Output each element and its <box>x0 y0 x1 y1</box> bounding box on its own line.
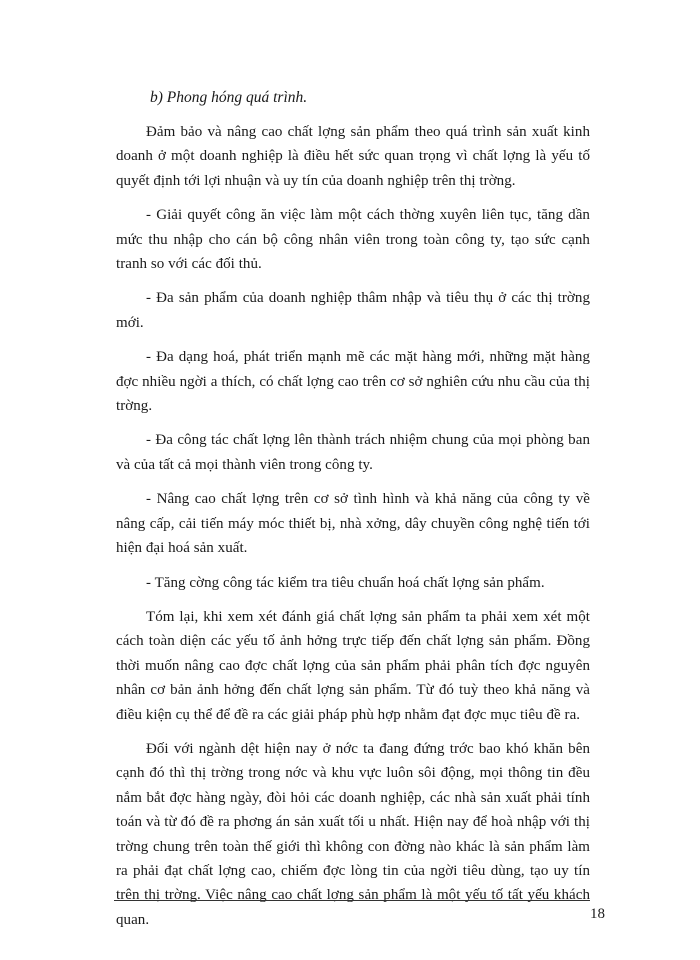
paragraph-textile-industry: Đối với ngành dệt hiện nay ở nớc ta đang đứng trớc bao khó khăn bên cạnh đó thì thị trờng trong nớc và khu vực luôn sôi động, mọi thông tin đều nắm bắt đợc hàng ngày, đòi hỏi các doanh nghiệp, các nhà sản xuất phải tính toán và từ đó đề ra phơng án sản xuất tối u nhất. Hiện nay để hoà nhập với thị trờng chung trên toàn thế giới thì không con đờng nào khác là sản phẩm làm ra phải đạt chất lợng cao, chiếm đợc lòng tin của ngời tiêu dùng, tạo uy tín trên thị trờng. Việc nâng cao chất lợng sản phẩm là một yếu tố tất yếu khách quan. <box>116 740 590 928</box>
section-heading: b) Phong hóng quá trình. <box>150 89 308 106</box>
footer-divider <box>114 900 590 901</box>
paragraph-summary: Tóm lại, khi xem xét đánh giá chất lợng sản phẩm ta phải xem xét một cách toàn diện các yếu tố ảnh hởng trực tiếp đến chất lợng sản phẩm. Đồng thời muốn nâng cao đợc chất lợng của sản phẩm phải phân tích đợc nguyên nhân cơ bản ảnh hởng đến chất lợng sản phẩm. Từ đó tuỳ theo khả năng và điều kiện cụ thể để đề ra các giải pháp phù hợp nhằm đạt đợc mục tiêu đề ra. <box>116 608 590 723</box>
bullet-market-penetration: - Đa sản phẩm của doanh nghiệp thâm nhập và tiêu thụ ở các thị trờng mới. <box>116 290 590 331</box>
page-number: 18 <box>590 906 605 922</box>
bullet-quality-responsibility: - Đa công tác chất lợng lên thành trách nhiệm chung của mọi phòng ban và của tất cả mọi thành viên trong công ty. <box>116 432 590 473</box>
body-text <box>116 86 590 942</box>
bullet-equipment-upgrade: - Nâng cao chất lợng trên cơ sở tình hình và khả năng của công ty về nâng cấp, cải tiến máy móc thiết bị, nhà xởng, dây chuyền công nghệ tiến tới hiện đại hoá sản xuất. <box>116 491 590 557</box>
bullet-employment: - Giải quyết công ăn việc làm một cách thờng xuyên liên tục, tăng dần mức thu nhập cho cán bộ công nhân viên trong toàn công ty, tạo sức cạnh tranh so với các đối thủ. <box>116 207 590 273</box>
paragraph-intro: Đảm bảo và nâng cao chất lợng sản phẩm theo quá trình sản xuất kinh doanh ở một doanh nghiệp là điều hết sức quan trọng vì chất lợng là yếu tố quyết định tới lợi nhuận và uy tín của doanh nghiệp trên thị trờng. <box>116 124 590 189</box>
bullet-diversification: - Đa dạng hoá, phát triển mạnh mẽ các mặt hàng mới, những mặt hàng đợc nhiều ngời a thích, có chất lợng cao trên cơ sở nghiên cứu nhu cầu của thị trờng. <box>116 349 590 415</box>
bullet-inspection: - Tăng cờng công tác kiểm tra tiêu chuẩn hoá chất lợng sản phẩm. <box>146 574 545 591</box>
